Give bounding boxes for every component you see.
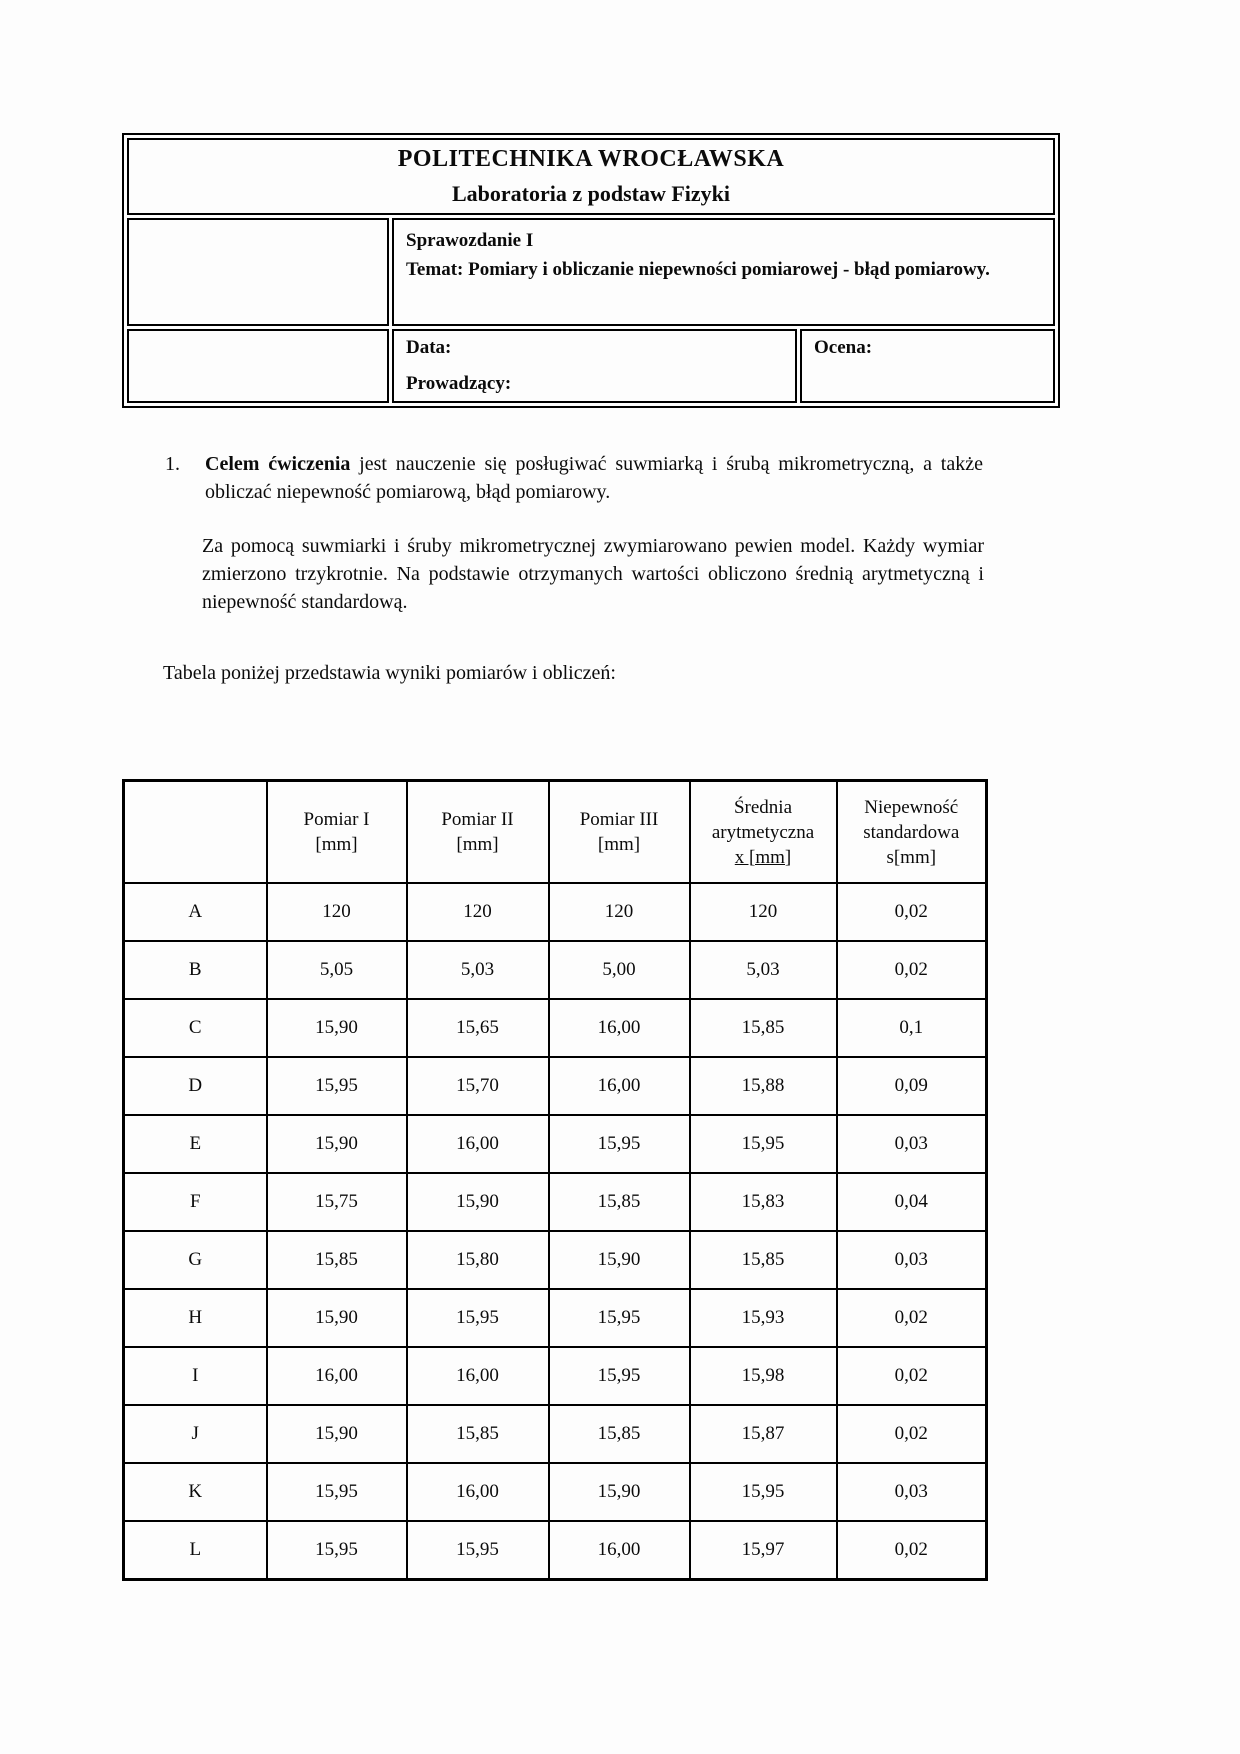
row-label: E <box>124 1115 267 1173</box>
table-intro: Tabela poniżej przedstawia wyniki pomiarów i obliczeń: <box>163 662 616 684</box>
table-row <box>124 1289 987 1347</box>
row-label: H <box>124 1289 267 1347</box>
measurements-table-header <box>124 781 987 884</box>
grade-cell <box>800 329 1055 403</box>
measurement-cell: 15,75 <box>267 1173 407 1231</box>
std-symbol-label: s[mm] <box>886 846 937 868</box>
table-row <box>124 1405 987 1463</box>
report-info-cell <box>392 218 1055 326</box>
measurement-cell: 15,90 <box>549 1231 690 1289</box>
report-title: Sprawozdanie I <box>406 230 534 251</box>
measurement-cell: 16,00 <box>549 1057 690 1115</box>
goal-text <box>205 450 983 506</box>
measurement-cell: 15,85 <box>549 1405 690 1463</box>
measurement-cell: 15,85 <box>407 1405 549 1463</box>
measurement-cell: 15,95 <box>690 1115 837 1173</box>
row-label: B <box>124 941 267 999</box>
method-paragraph: Za pomocą suwmiarki i śruby mikrometrycznej zwymiarowano pewien model. Każdy wymiar zmierzono trzykrotnie. Na podstawie otrzymanych wartości obliczono średnią arytmetyczną i niepewność standardową. <box>202 535 984 613</box>
row-label: D <box>124 1057 267 1115</box>
measurement-cell: 0,02 <box>837 1405 987 1463</box>
measurement-cell: 15,90 <box>549 1463 690 1521</box>
row-label: L <box>124 1521 267 1580</box>
row-label: C <box>124 999 267 1057</box>
measurement-cell: 15,90 <box>267 999 407 1057</box>
measurement-cell: 0,02 <box>837 1289 987 1347</box>
measurement-cell: 15,85 <box>690 999 837 1057</box>
measurement-cell: 15,83 <box>690 1173 837 1231</box>
measurement-cell: 0,02 <box>837 941 987 999</box>
goal-text-rest: jest nauczenie się posługiwać suwmiarką i śrubą mikrometryczną, a także obliczać niepewność pomiarową, błąd pomiarowy. <box>205 453 983 503</box>
title-cell <box>127 138 1055 215</box>
measurement-cell: 5,03 <box>690 941 837 999</box>
report-header-table <box>122 133 1060 408</box>
measurement-cell: 15,95 <box>407 1289 549 1347</box>
row-label: F <box>124 1173 267 1231</box>
measurement-cell: 0,02 <box>837 1521 987 1580</box>
row-label: K <box>124 1463 267 1521</box>
measurement-cell: 15,95 <box>267 1057 407 1115</box>
unit-label: [mm] <box>456 834 499 855</box>
column-header-pomiar-2: Pomiar II [mm] <box>407 781 549 884</box>
measurement-cell: 15,90 <box>407 1173 549 1231</box>
measurement-cell: 0,03 <box>837 1231 987 1289</box>
measurement-cell: 15,95 <box>690 1463 837 1521</box>
measurement-cell: 15,95 <box>267 1463 407 1521</box>
column-header-std: Niepewność standardowa s[mm] <box>837 781 987 884</box>
measurement-cell: 0,04 <box>837 1173 987 1231</box>
table-row <box>124 1173 987 1231</box>
list-number: 1. <box>165 453 180 475</box>
measurement-cell: 16,00 <box>407 1463 549 1521</box>
row-label: I <box>124 1347 267 1405</box>
column-header-mean: Średnia arytmetyczna x [mm] <box>690 781 837 884</box>
row-label: A <box>124 883 267 941</box>
column-header-empty <box>124 781 267 884</box>
measurement-cell: 16,00 <box>407 1347 549 1405</box>
measurement-cell: 120 <box>407 883 549 941</box>
measurement-cell: 0,09 <box>837 1057 987 1115</box>
unit-label: [mm] <box>597 834 641 855</box>
measurement-cell: 0,03 <box>837 1115 987 1173</box>
measurements-table <box>122 779 988 1581</box>
measurement-cell: 15,95 <box>407 1521 549 1580</box>
table-row <box>124 941 987 999</box>
goal-list-item <box>165 450 983 506</box>
measurement-cell: 15,85 <box>267 1231 407 1289</box>
instructor-label: Prowadzący: <box>406 373 512 394</box>
header-row <box>124 781 987 884</box>
measurement-cell: 0,03 <box>837 1463 987 1521</box>
measurement-cell: 5,03 <box>407 941 549 999</box>
goal-text-bold: Celem ćwiczenia <box>205 453 351 475</box>
measurement-cell: 15,95 <box>549 1115 690 1173</box>
measurement-cell: 15,95 <box>549 1289 690 1347</box>
measurement-cell: 16,00 <box>267 1347 407 1405</box>
measurement-cell: 15,90 <box>267 1289 407 1347</box>
table-row <box>124 1463 987 1521</box>
measurements-table-body <box>124 883 987 1580</box>
unit-label: [mm] <box>315 834 358 855</box>
date-instructor-cell <box>392 329 797 403</box>
report-topic: Temat: Pomiary i obliczanie niepewności pomiarowej - błąd pomiarowy. <box>406 259 990 280</box>
measurement-cell: 15,90 <box>267 1405 407 1463</box>
table-row <box>124 999 987 1057</box>
lab-course-name: Laboratoria z podstaw Fizyki <box>451 181 731 206</box>
measurement-cell: 15,85 <box>549 1173 690 1231</box>
measurement-cell: 0,02 <box>837 1347 987 1405</box>
row-label: J <box>124 1405 267 1463</box>
measurement-cell: 120 <box>549 883 690 941</box>
measurement-cell: 15,95 <box>267 1521 407 1580</box>
table-row <box>124 1115 987 1173</box>
grade-label: Ocena: <box>814 337 873 358</box>
table-row <box>124 883 987 941</box>
measurement-cell: 0,1 <box>837 999 987 1057</box>
measurement-cell: 0,02 <box>837 883 987 941</box>
date-label: Data: <box>406 337 452 358</box>
measurement-cell: 15,95 <box>549 1347 690 1405</box>
measurement-cell: 120 <box>267 883 407 941</box>
measurement-cell: 15,98 <box>690 1347 837 1405</box>
table-row <box>124 1521 987 1580</box>
measurement-cell: 15,85 <box>690 1231 837 1289</box>
measurement-cell: 15,70 <box>407 1057 549 1115</box>
table-row <box>124 1057 987 1115</box>
mean-symbol-label: x [mm] <box>734 846 792 868</box>
measurement-cell: 5,00 <box>549 941 690 999</box>
measurement-cell: 16,00 <box>549 1521 690 1580</box>
measurement-cell: 15,80 <box>407 1231 549 1289</box>
empty-cell <box>127 329 389 403</box>
measurement-cell: 15,93 <box>690 1289 837 1347</box>
column-header-pomiar-3: Pomiar III [mm] <box>549 781 690 884</box>
row-label: G <box>124 1231 267 1289</box>
measurement-cell: 15,65 <box>407 999 549 1057</box>
measurement-cell: 16,00 <box>407 1115 549 1173</box>
measurement-cell: 15,88 <box>690 1057 837 1115</box>
table-row <box>124 1347 987 1405</box>
table-row <box>124 1231 987 1289</box>
measurement-cell: 15,97 <box>690 1521 837 1580</box>
university-name: POLITECHNIKA WROCŁAWSKA <box>397 146 785 172</box>
measurement-cell: 5,05 <box>267 941 407 999</box>
measurement-cell: 15,87 <box>690 1405 837 1463</box>
measurement-cell: 120 <box>690 883 837 941</box>
column-header-pomiar-1: Pomiar I [mm] <box>267 781 407 884</box>
measurement-cell: 16,00 <box>549 999 690 1057</box>
measurement-cell: 15,90 <box>267 1115 407 1173</box>
empty-cell <box>127 218 389 326</box>
